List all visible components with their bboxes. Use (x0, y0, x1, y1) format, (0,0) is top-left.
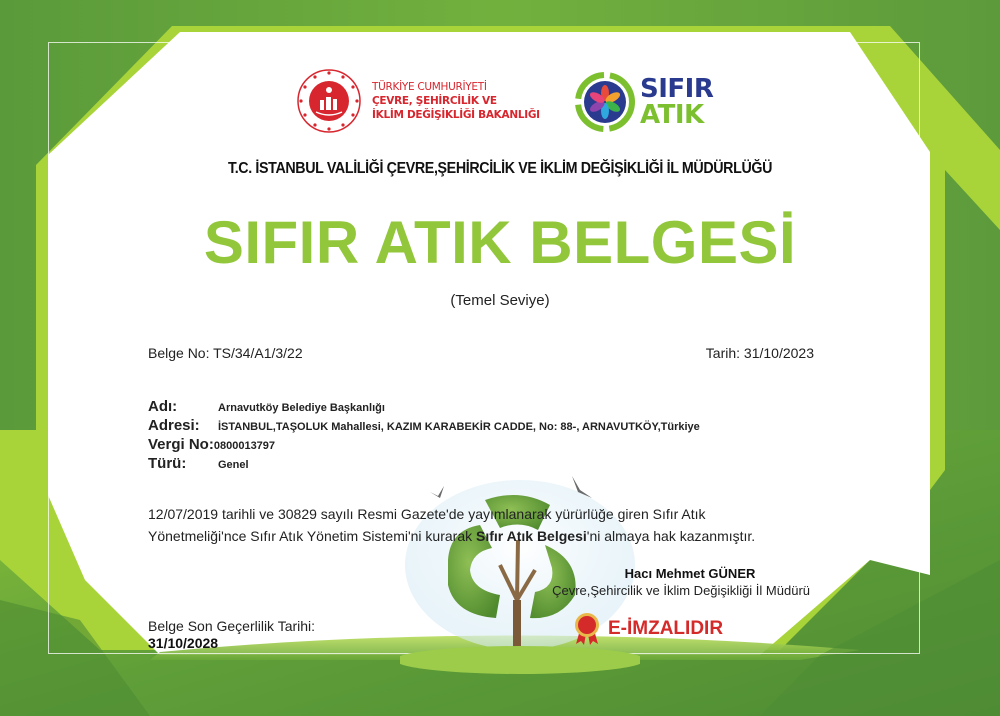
validity-date: 31/10/2028 (148, 635, 219, 651)
info-row-name (148, 398, 700, 417)
e-signature-label: E-İMZALIDIR (608, 618, 724, 639)
sifir-atik-logo (574, 70, 714, 134)
recipient-info (148, 398, 700, 474)
signer-name: Hacı Mehmet GÜNER (624, 566, 756, 581)
organization-title: T.C. İSTANBUL VALİLİĞİ ÇEVRE,ŞEHİRCİLİK VE İKLİM DEĞİŞİKLİĞİ İL MÜDÜRLÜĞÜ (227, 160, 773, 177)
ministry-seal-icon (296, 68, 362, 134)
issue-date: Tarih: 31/10/2023 (705, 345, 814, 361)
info-row-address (148, 417, 700, 436)
certificate-number: Belge No: TS/34/A1/3/22 (148, 345, 303, 361)
statement-line-2 (148, 525, 848, 547)
info-row-tax-number (148, 436, 700, 455)
statement-line-1: 12/07/2019 tarihli ve 30829 sayılı Resmi Gazete'de yayımlanarak yürürlüğe giren Sıfır Atık (148, 506, 706, 522)
info-label: Vergi No: (148, 436, 214, 453)
recycle-flower-icon (574, 71, 636, 133)
e-signature-badge (572, 612, 723, 646)
signer-title: Çevre,Şehircilik ve İklim Değişikliği İl Müdürü (552, 583, 810, 598)
info-value: Arnavutköy Belediye Başkanlığı (218, 402, 385, 414)
ministry-line-2: ÇEVRE, ŞEHİRCİLİK VE (372, 95, 497, 107)
info-label: Adı: (148, 398, 178, 415)
info-value: İSTANBUL,TAŞOLUK Mahallesi, KAZIM KARABEKİR CADDE, No: 88-, ARNAVUTKÖY,Türkiye (218, 421, 700, 433)
statement-bold-text: Sıfır Atık Belgesi (476, 528, 587, 544)
validity-label: Belge Son Geçerlilik Tarihi: (148, 618, 316, 634)
info-label: Adresi: (148, 417, 200, 434)
signer-block (500, 566, 810, 598)
ministry-line-3: İKLİM DEĞİŞİKLİĞİ BAKANLIĞI (372, 109, 540, 121)
sifir-logo-word-1: SIFIR (640, 74, 714, 104)
certificate-statement (148, 503, 848, 547)
ministry-logo (296, 66, 546, 136)
validity-block (148, 618, 315, 651)
certificate-level: (Temel Seviye) (450, 292, 550, 309)
statement-text: Yönetmeliği'nce Sıfır Atık Yönetim Sistemi'ni kurarak (148, 528, 477, 544)
sifir-logo-word-2: ATIK (640, 100, 704, 130)
award-ribbon-icon (572, 612, 602, 646)
info-label: Türü: (148, 455, 187, 472)
certificate-title: SIFIR ATIK BELGESİ (203, 209, 797, 276)
ministry-line-1: TÜRKİYE CUMHURİYETİ (372, 81, 487, 93)
info-value: Genel (218, 459, 249, 471)
statement-text: 'ni almaya hak kazanmıştır. (586, 528, 756, 544)
info-value: 0800013797 (213, 440, 276, 452)
